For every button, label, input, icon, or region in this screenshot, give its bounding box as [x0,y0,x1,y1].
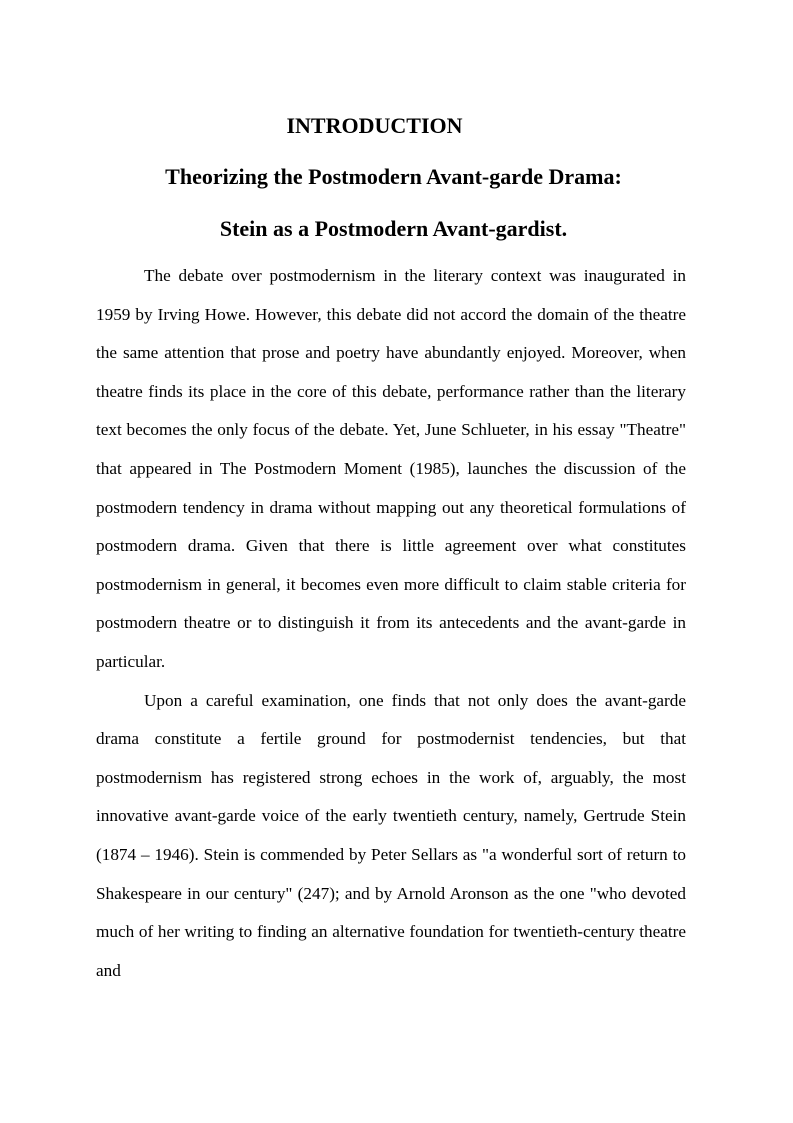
chapter-subtitle-line-1: Theorizing the Postmodern Avant-garde Drama: [165,164,622,189]
paragraph-2: Upon a careful examination, one finds that not only does the avant-garde drama constitute a fertile ground for postmodernist tendencies, but that postmodernism has registered strong echoes in the work of, arguably, the most innovative avant-garde voice of the early twentieth century, namely, Gertrude Stein (1874 – 1946). Stein is commended by Peter Sellars as "a wonderful sort of return to Shakespeare in our century" (247); and by Arnold Aronson as the one "who devoted much of her writing to finding an alternative foundation for twentieth-century theatre and [96,690,686,980]
body-text [96,257,686,990]
paragraph-1: The debate over postmodernism in the literary context was inaugurated in 1959 by Irving Howe. However, this debate did not accord the domain of the theatre the same attention that prose and poetry have abundantly enjoyed. Moreover, when theatre finds its place in the core of this debate, performance rather than the literary text becomes the only focus of the debate. Yet, June Schlueter, in his essay "Theatre" that appeared in The Postmodern Moment (1985), launches the discussion of the postmodern tendency in drama without mapping out any theoretical formulations of postmodern drama. Given that there is little agreement over what constitutes postmodernism in general, it becomes even more difficult to claim stable criteria for postmodern theatre or to distinguish it from its antecedents and the avant-garde in particular. [96,266,686,671]
chapter-subtitle-line-2: Stein as a Postmodern Avant-gardist. [219,216,568,241]
chapter-heading: INTRODUCTION [286,113,463,138]
